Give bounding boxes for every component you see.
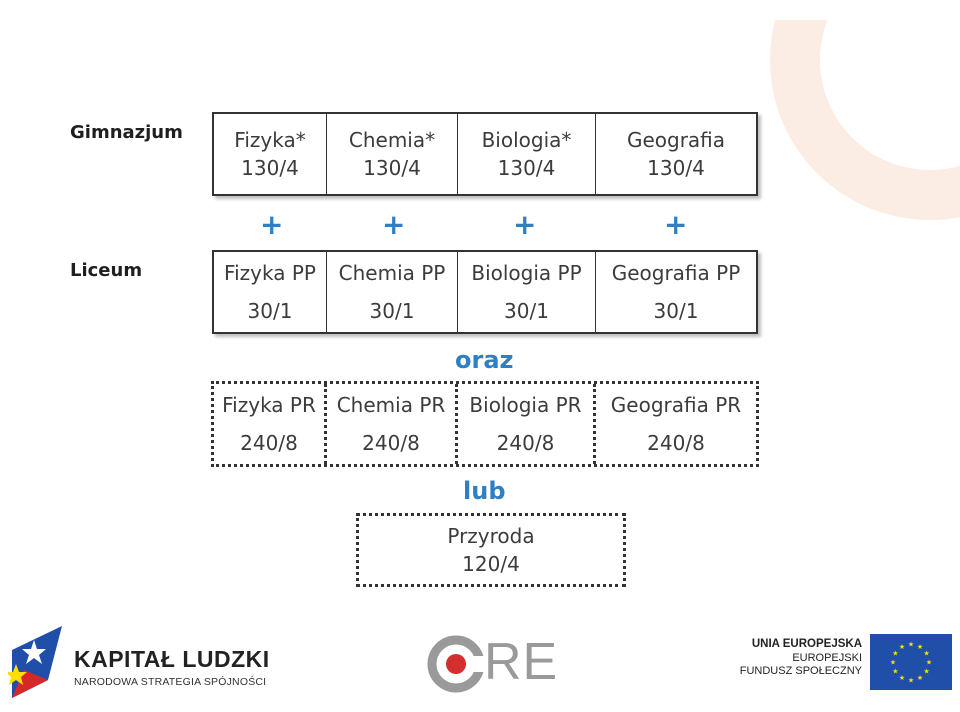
liceum-pr-table: [211, 381, 759, 467]
gimnazjum-cell-fizyka: Fizyka* 130/4: [214, 114, 327, 194]
eu-star-icon: ★: [892, 667, 899, 676]
gimnazjum-cell-chemia: Chemia* 130/4: [327, 114, 458, 194]
liceum-pp-table: [212, 250, 758, 334]
ore-text: RE: [484, 633, 559, 691]
label-liceum: Liceum: [70, 260, 143, 281]
plus-row: [212, 208, 754, 244]
kapital-ludzki-text: [74, 646, 270, 688]
eu-line3: FUNDUSZ SPOŁECZNY: [739, 665, 862, 677]
gimnazjum-table: [212, 112, 758, 196]
footer: [0, 612, 960, 712]
liceum-pp-cell-biologia: Biologia PP 30/1: [458, 252, 596, 332]
plus-sign: +: [664, 208, 688, 241]
eu-star-icon: ★: [907, 676, 915, 685]
plus-sign: +: [513, 208, 537, 241]
eu-star-icon: ★: [923, 649, 930, 658]
label-gimnazjum: Gimnazjum: [70, 122, 183, 143]
eu-star-icon: ★: [925, 658, 933, 667]
eu-star-icon: ★: [892, 649, 899, 658]
liceum-pp-cell-fizyka: Fizyka PP 30/1: [214, 252, 327, 332]
eu-star-icon: ★: [898, 674, 906, 683]
liceum-pr-cell-biologia: Biologia PR 240/8: [458, 384, 596, 464]
gimnazjum-cell-geografia: Geografia 130/4: [626, 128, 726, 180]
kapital-ludzki-title: KAPITAŁ LUDZKI: [74, 646, 270, 672]
liceum-pp-cell-geografia: Geografia PP 30/1: [611, 261, 741, 323]
connector-oraz: oraz: [455, 346, 514, 374]
kapital-ludzki-logo-icon: [8, 620, 66, 700]
eu-star-icon: ★: [923, 667, 930, 676]
przyroda-box: [356, 513, 626, 587]
eu-flag-icon: [870, 634, 952, 690]
liceum-pp-cell-chemia: Chemia PP 30/1: [327, 252, 458, 332]
kapital-ludzki-subtitle: NARODOWA STRATEGIA SPÓJNOŚCI: [74, 676, 267, 688]
eu-text: [700, 638, 862, 677]
eu-line2: EUROPEJSKI: [792, 652, 862, 664]
eu-line1: UNIA EUROPEJSKA: [751, 638, 862, 650]
eu-star-icon: ★: [889, 658, 897, 667]
liceum-pr-cell-geografia: Geografia PR 240/8: [610, 393, 742, 455]
plus-sign: +: [382, 208, 406, 241]
liceum-pr-cell-chemia: Chemia PR 240/8: [327, 384, 458, 464]
plus-sign: +: [260, 208, 284, 241]
eu-star-icon: ★: [916, 642, 924, 651]
eu-star-icon: ★: [907, 640, 915, 649]
eu-star-icon: ★: [898, 642, 906, 651]
connector-lub: lub: [463, 477, 506, 505]
eu-star-icon: ★: [916, 674, 924, 683]
ore-logo: [426, 634, 566, 694]
przyroda-hours: 120/4: [462, 552, 520, 576]
przyroda-subject: Przyroda: [447, 524, 535, 548]
ore-circle-icon: [426, 634, 486, 694]
liceum-pr-cell-fizyka: Fizyka PR 240/8: [214, 384, 327, 464]
gimnazjum-cell-biologia: Biologia* 130/4: [458, 114, 596, 194]
